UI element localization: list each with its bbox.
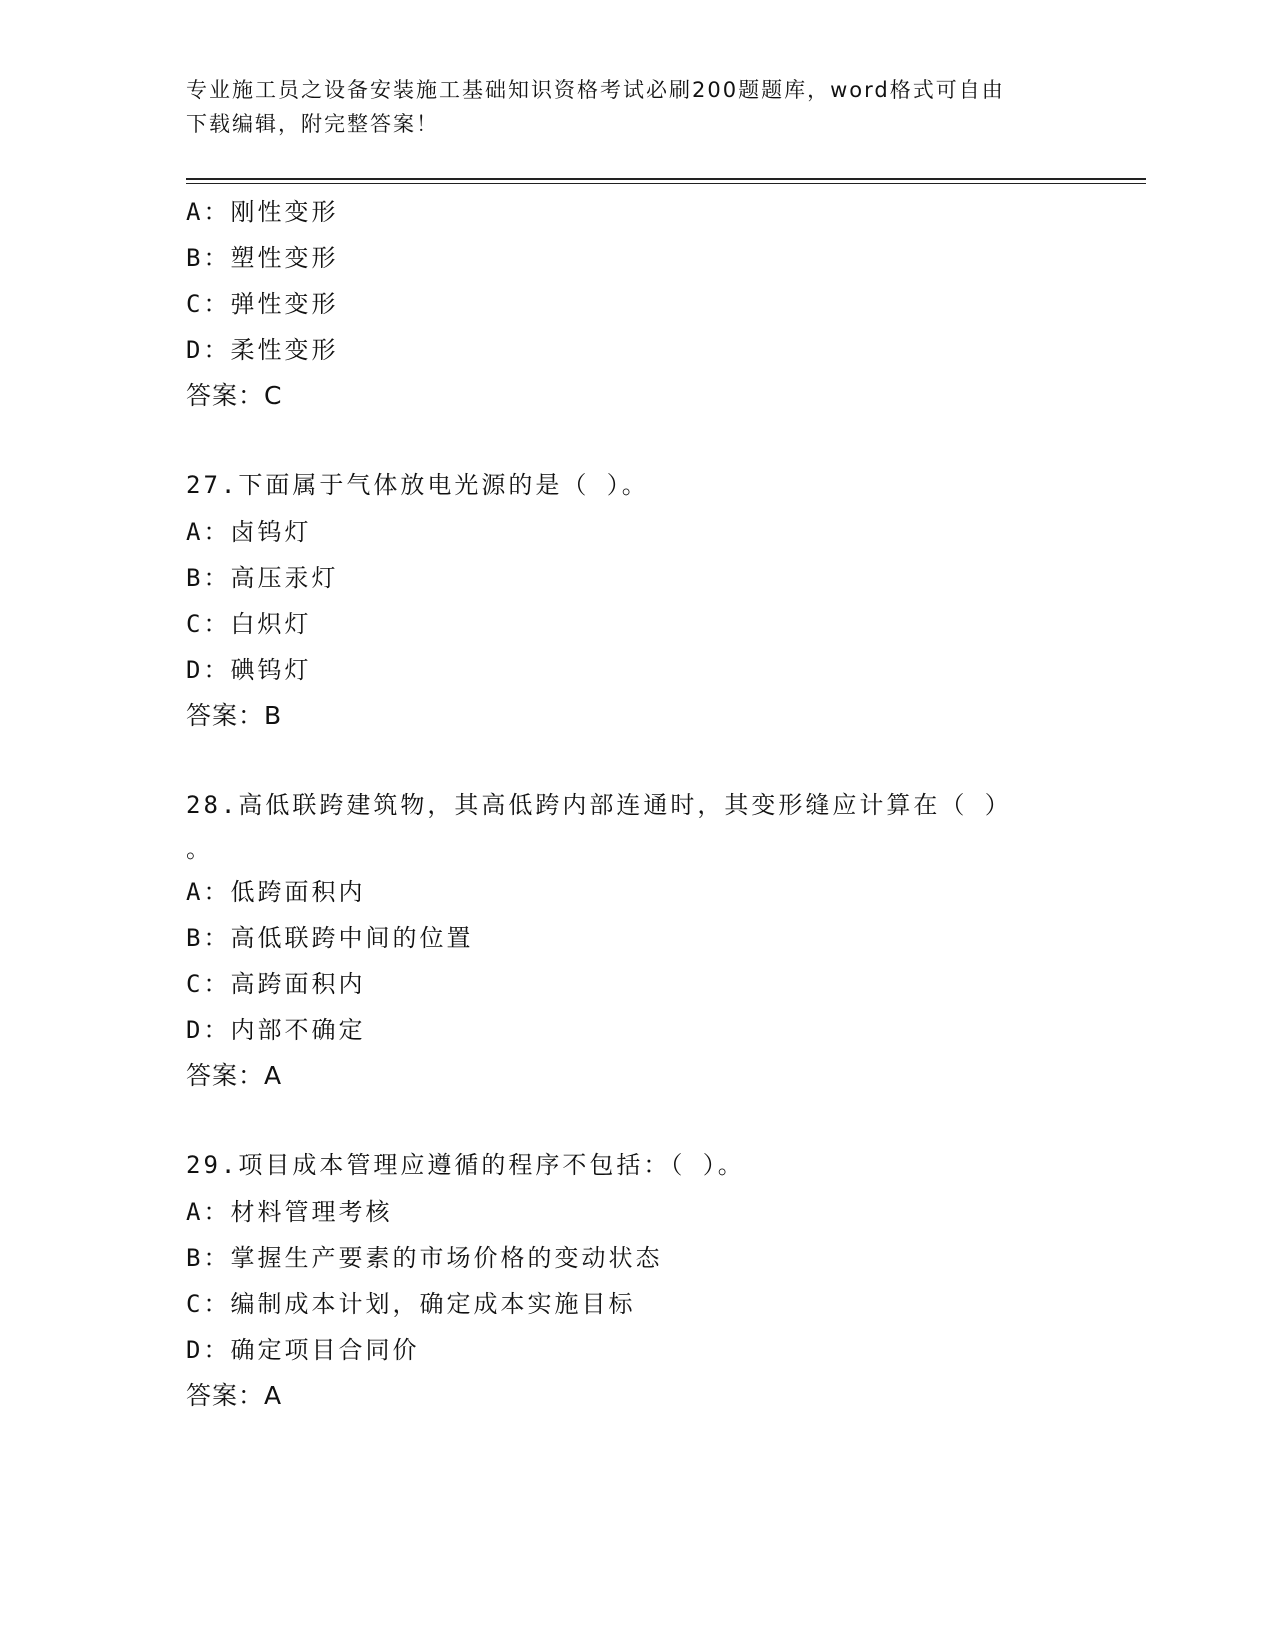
question-text: 27.下面属于气体放电光源的是（ ）。 (186, 471, 649, 499)
document-header (186, 73, 1066, 141)
option-c: C：高跨面积内 (186, 970, 366, 998)
answer-line: 答案：A (186, 1061, 283, 1090)
answer-line: 答案：C (186, 381, 283, 410)
question-block-29 (186, 1142, 1086, 1419)
header-divider (186, 178, 1146, 180)
option-a: A：刚性变形 (186, 198, 339, 226)
option-c: C：编制成本计划，确定成本实施目标 (186, 1290, 636, 1318)
option-a: A：低跨面积内 (186, 878, 366, 906)
spacer (186, 739, 1086, 782)
option-a: A：卤钨灯 (186, 518, 312, 546)
answer-line: 答案：B (186, 701, 283, 730)
question-block-27 (186, 462, 1086, 739)
question-block-28 (186, 782, 1086, 1099)
question-text-continuation: 。 (186, 835, 213, 863)
option-c: C：白炽灯 (186, 610, 312, 638)
question-list (186, 189, 1086, 1419)
option-a: A：材料管理考核 (186, 1198, 393, 1226)
header-title-line-1: 专业施工员之设备安装施工基础知识资格考试必刷200题题库，word格式可自由 (186, 78, 1005, 102)
question-block-26 (186, 189, 1086, 419)
option-b: B：高压汞灯 (186, 564, 339, 592)
spacer (186, 1099, 1086, 1142)
question-text: 29.项目成本管理应遵循的程序不包括：（ ）。 (186, 1151, 745, 1179)
option-d: D：柔性变形 (186, 336, 339, 364)
header-divider-thin (186, 183, 1146, 184)
option-b: B：掌握生产要素的市场价格的变动状态 (186, 1244, 663, 1272)
option-d: D：确定项目合同价 (186, 1336, 420, 1364)
header-title-line-2: 下载编辑，附完整答案！ (186, 112, 439, 136)
option-d: D：内部不确定 (186, 1016, 366, 1044)
question-text: 28.高低联跨建筑物，其高低跨内部连通时，其变形缝应计算在（ ） (186, 791, 1012, 819)
spacer (186, 419, 1086, 462)
option-c: C：弹性变形 (186, 290, 339, 318)
option-b: B：塑性变形 (186, 244, 339, 272)
answer-line: 答案：A (186, 1381, 283, 1410)
option-d: D：碘钨灯 (186, 656, 312, 684)
option-b: B：高低联跨中间的位置 (186, 924, 474, 952)
